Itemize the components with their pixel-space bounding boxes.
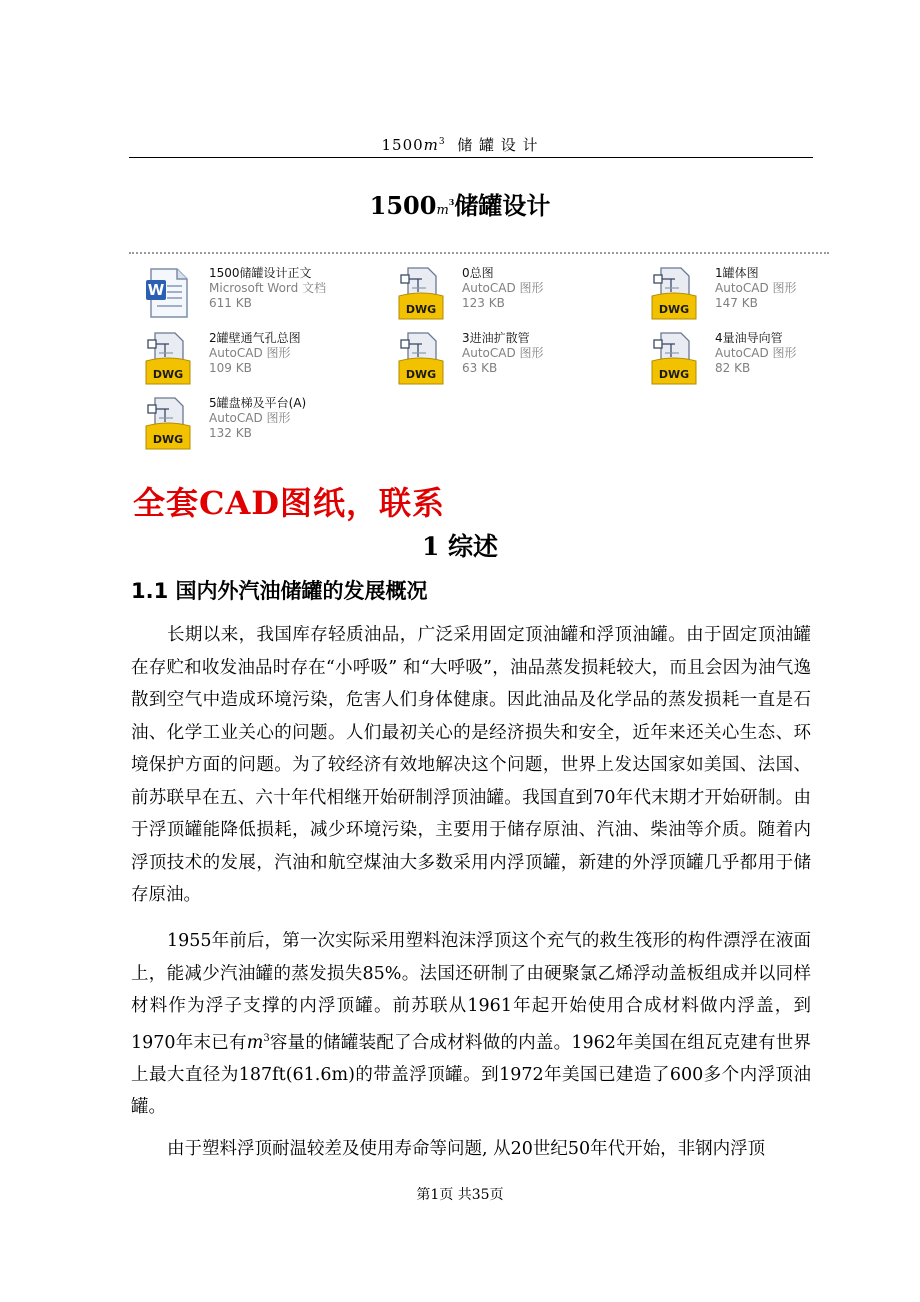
file-type: AutoCAD 图形 [715, 346, 797, 360]
svg-text:DWG: DWG [405, 368, 437, 381]
file-item-dwg[interactable] [635, 329, 865, 387]
section-heading-1: 1 综述 [421, 532, 499, 561]
page-footer: 第1页 共35页 [416, 1187, 504, 1203]
title-number: 1500 [369, 191, 437, 220]
file-listing [129, 252, 829, 459]
paragraph-2-unit: m [246, 1032, 264, 1053]
file-type: AutoCAD 图形 [462, 281, 544, 295]
title-text: 储罐设计 [454, 191, 551, 220]
section-heading-1-1: 1.1 国内外汽油储罐的发展概况 [131, 579, 428, 603]
cad-contact-banner: 全套CAD图纸，联系 [133, 484, 446, 522]
file-type: Microsoft Word 文档 [209, 281, 327, 295]
file-name: 3进油扩散管 [462, 331, 530, 345]
title-exponent: 3 [448, 197, 455, 207]
running-header [0, 134, 920, 155]
header-number: 1500 [381, 136, 424, 154]
dwg-icon [398, 331, 444, 385]
file-name: 0总图 [462, 266, 494, 280]
header-unit: m [423, 136, 439, 154]
document-title [0, 186, 920, 221]
file-name: 2罐壁通气孔总图 [209, 331, 301, 345]
paragraph-2-part-b: 容量的储罐装配了合成材料做的内盖。1962年美国在组瓦克建有世界上最大直径为187ft(61.6m)的带盖浮顶罐。到1972年美国已建造了600多个内浮顶油罐。 [131, 1032, 811, 1118]
svg-text:DWG: DWG [658, 303, 690, 316]
svg-text:DWG: DWG [152, 433, 184, 446]
file-size: 82 KB [715, 361, 751, 375]
svg-text:DWG: DWG [658, 368, 690, 381]
dwg-icon [651, 266, 697, 320]
header-divider [129, 157, 813, 158]
dwg-icon [145, 331, 191, 385]
dwg-icon [651, 331, 697, 385]
file-size: 109 KB [209, 361, 252, 375]
svg-text:DWG: DWG [405, 303, 437, 316]
title-unit: m [436, 203, 449, 218]
body-paragraph-3: 由于塑料浮顶耐温较差及使用寿命等问题, 从20世纪50年代开始，非钢内浮顶 [167, 1139, 766, 1159]
file-size: 132 KB [209, 426, 252, 440]
body-paragraph-1: 长期以来，我国库存轻质油品，广泛采用固定顶油罐和浮顶油罐。由于固定顶油罐在存贮和收发油品时存在“小呼吸” 和“大呼吸”，油品蒸发损耗较大，而且会因为油气逸散到空气中造成环境污染，危害人们身体健康。因此油品及化学品的蒸发损耗一直是石油、化学工业关心的问题。人们最初关心的是经济损失和安全，近年来还关心生态、环境保护方面的问题。为了较经济有效地解决这个问题，世界上发达国家如美国、法国、前苏联早在五、六十年代相继开始研制浮顶油罐。我国直到70年代末期才开始研制。由于浮顶罐能降低损耗，减少环境污染，主要用于储存原油、汽油、柴油等介质。随着内浮顶技术的发展，汽油和航空煤油大多数采用内浮顶罐，新建的外浮顶罐几乎都用于储存原油。 [131, 625, 811, 905]
file-type: AutoCAD 图形 [209, 346, 291, 360]
svg-text:DWG: DWG [152, 368, 184, 381]
word-doc-icon [145, 266, 191, 320]
file-name: 5罐盘梯及平台(A) [209, 396, 307, 410]
svg-text:W: W [147, 281, 165, 299]
paragraph-2-part-a: 1955年前后，第一次实际采用塑料泡沫浮顶这个充气的救生筏形的构件漂浮在液面上，能减少汽油罐的蒸发损失85%。法国还研制了由硬聚氯乙烯浮动盖板组成并以同样材料作为浮子支撑的内浮顶罐。前苏联从1961年起开始使用合成材料做内浮盖，到1970年末已有 [131, 931, 811, 1053]
file-item-dwg[interactable] [129, 329, 359, 387]
file-size: 147 KB [715, 296, 758, 310]
file-size: 63 KB [462, 361, 498, 375]
file-item-dwg[interactable] [129, 394, 359, 452]
dwg-icon [398, 266, 444, 320]
file-name: 1500储罐设计正文 [209, 266, 312, 280]
file-type: AutoCAD 图形 [209, 411, 291, 425]
header-title-text: 储 罐 设 计 [457, 136, 539, 154]
file-type: AutoCAD 图形 [715, 281, 797, 295]
file-item-dwg[interactable] [635, 264, 865, 322]
file-item-dwg[interactable] [382, 264, 612, 322]
header-exponent: 3 [438, 137, 446, 147]
file-item-word-doc[interactable] [129, 264, 359, 322]
body-paragraph-2 [131, 925, 811, 1124]
file-name: 4量油导向管 [715, 331, 783, 345]
file-name: 1罐体图 [715, 266, 759, 280]
file-item-dwg[interactable] [382, 329, 612, 387]
file-size: 611 KB [209, 296, 252, 310]
file-size: 123 KB [462, 296, 505, 310]
file-type: AutoCAD 图形 [462, 346, 544, 360]
paragraph-2-exponent: 3 [263, 1032, 270, 1044]
dwg-icon [145, 396, 191, 450]
